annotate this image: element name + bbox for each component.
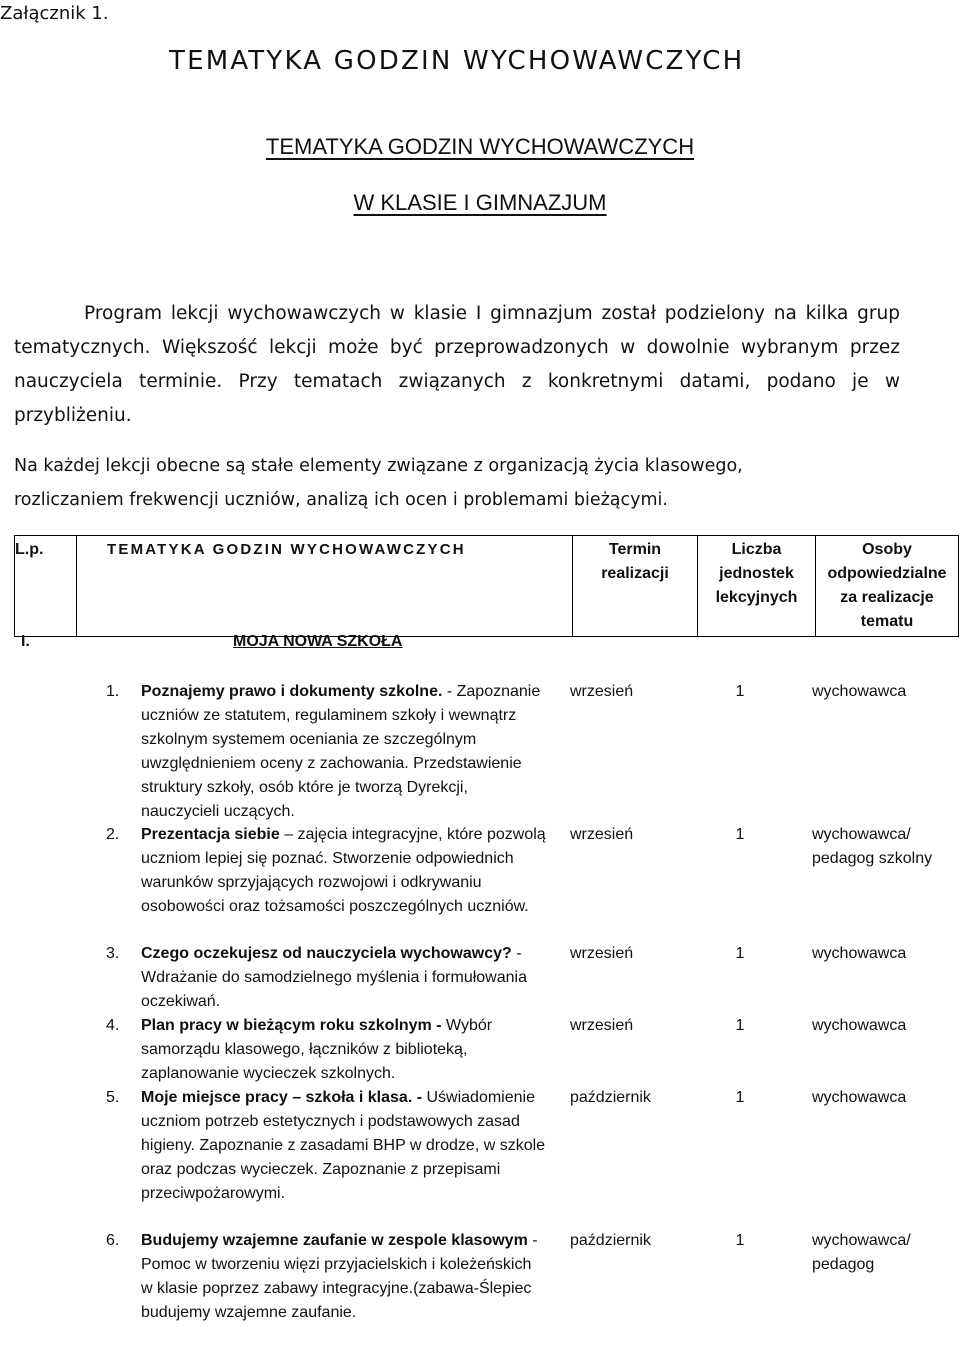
item-term: wrzesień: [570, 1017, 634, 1034]
item-title: Plan pracy w bieżącym roku szkolnym -: [141, 1017, 442, 1034]
item-count: 1: [735, 683, 745, 700]
item-number: 2.: [106, 826, 120, 843]
document-title: TEMATYKA GODZIN WYCHOWAWCZYCH: [169, 46, 745, 76]
item-term: październik: [570, 1089, 651, 1106]
item-text: [141, 1014, 546, 1086]
item-count: 1: [735, 1089, 745, 1106]
item-person: wychowawca: [812, 945, 907, 962]
item-term: październik: [570, 1232, 651, 1249]
section-title-moja-nowa-szkola: MOJA NOWA SZKOŁA: [233, 633, 403, 650]
header-lp-label: L.p.: [15, 541, 44, 558]
annex-label: Załącznik 1.: [0, 3, 109, 24]
recurring-elements-line-1: Na każdej lekcji obecne są stałe elementy związane z organizacją życia klasowego,: [14, 456, 743, 476]
header-term: Termin realizacji: [573, 536, 698, 637]
header-topic-label: TEMATYKA GODZIN WYCHOWAWCZYCH: [107, 541, 466, 558]
item-term: wrzesień: [570, 683, 634, 700]
intro-paragraph: Program lekcji wychowawczych w klasie I gimnazjum został podzielony na kilka grup tematycznych. Większość lekcji może być przeprowadzonych w dowolnie wybranym przez nauczyciela terminie. Przy tematach związanych z konkretnymi datami, podano je w przybliżeniu.: [14, 303, 900, 426]
header-topic: [77, 536, 573, 650]
item-text: [141, 1086, 546, 1206]
item-title: Prezentacja siebie: [141, 826, 280, 843]
item-description: - Zapoznanie uczniów ze statutem, regulaminem szkoły i wewnątrz szkolnym systemem oceniania ze szczególnym uwzględnieniem oceny z zachowania. Przedstawienie struktury szkoły, osób które je tworzą Dyrekcji, nauczycieli uczących.: [141, 683, 541, 820]
section-number: I.: [21, 633, 30, 650]
item-text: [141, 823, 546, 919]
item-count: 1: [735, 1017, 745, 1034]
class-title: W KLASIE I GIMNAZJUM: [353, 190, 607, 215]
item-number: 1.: [106, 683, 120, 700]
item-person: wychowawca/ pedagog: [812, 1232, 911, 1273]
item-title: Poznajemy prawo i dokumenty szkolne.: [141, 683, 443, 700]
recurring-elements-paragraph: [14, 449, 900, 517]
item-number: 6.: [106, 1232, 120, 1249]
item-description: Wybór samorządu klasowego, łączników z biblioteką, zaplanowanie wycieczek szkolnych.: [141, 1017, 493, 1082]
item-description: – zajęcia integracyjne, które pozwolą uczniom lepiej się poznać. Stworzenie odpowiednich warunków sprzyjających rozwojowi i odkrywaniu osobowości oraz tożsamości poszczególnych uczniów.: [141, 826, 546, 915]
item-text: [141, 680, 546, 824]
item-count: 1: [735, 1232, 745, 1249]
item-title: Moje miejsce pracy – szkoła i klasa. -: [141, 1089, 423, 1106]
item-text: [141, 942, 546, 1014]
item-description: - Wdrażanie do samodzielnego myślenia i formułowania oczekiwań.: [141, 945, 527, 1010]
item-description: - Pomoc w tworzeniu więzi przyjacielskich i koleżeńskich w klasie poprzez zabawy integracyjne.(zabawa-Ślepiec budujemy wzajemne zaufanie.: [141, 1232, 538, 1321]
item-term: wrzesień: [570, 826, 634, 843]
item-text: [141, 1229, 546, 1325]
item-number: 5.: [106, 1089, 120, 1106]
header-lp: [15, 536, 77, 650]
item-number: 3.: [106, 945, 120, 962]
topics-table: [14, 535, 959, 650]
item-person: wychowawca: [812, 1089, 907, 1106]
table-header-row: [15, 536, 959, 637]
item-count: 1: [735, 826, 745, 843]
header-count: Liczba jednostek lekcyjnych: [698, 536, 816, 637]
item-person: wychowawca/ pedagog szkolny: [812, 826, 933, 867]
item-number: 4.: [106, 1017, 120, 1034]
header-persons: Osoby odpowiedzialne za realizacje tematu: [816, 536, 959, 637]
item-person: wychowawca: [812, 1017, 907, 1034]
item-title: Czego oczekujesz od nauczyciela wychowawcy?: [141, 945, 512, 962]
recurring-elements-line-2: rozliczaniem frekwencji uczniów, analizą ich ocen i problemami bieżącymi.: [14, 490, 668, 510]
item-description: Uświadomienie uczniom potrzeb estetycznych i podstawowych zasad higieny. Zapoznanie z zasadami BHP w drodze, w szkole oraz podczas wycieczek. Zapoznanie z przepisami przeciwpożarowymi.: [141, 1089, 546, 1202]
item-person: wychowawca: [812, 683, 907, 700]
item-count: 1: [735, 945, 745, 962]
item-title: Budujemy wzajemne zaufanie w zespole klasowym: [141, 1232, 528, 1249]
item-term: wrzesień: [570, 945, 634, 962]
section-title: TEMATYKA GODZIN WYCHOWAWCZYCH: [265, 134, 695, 159]
